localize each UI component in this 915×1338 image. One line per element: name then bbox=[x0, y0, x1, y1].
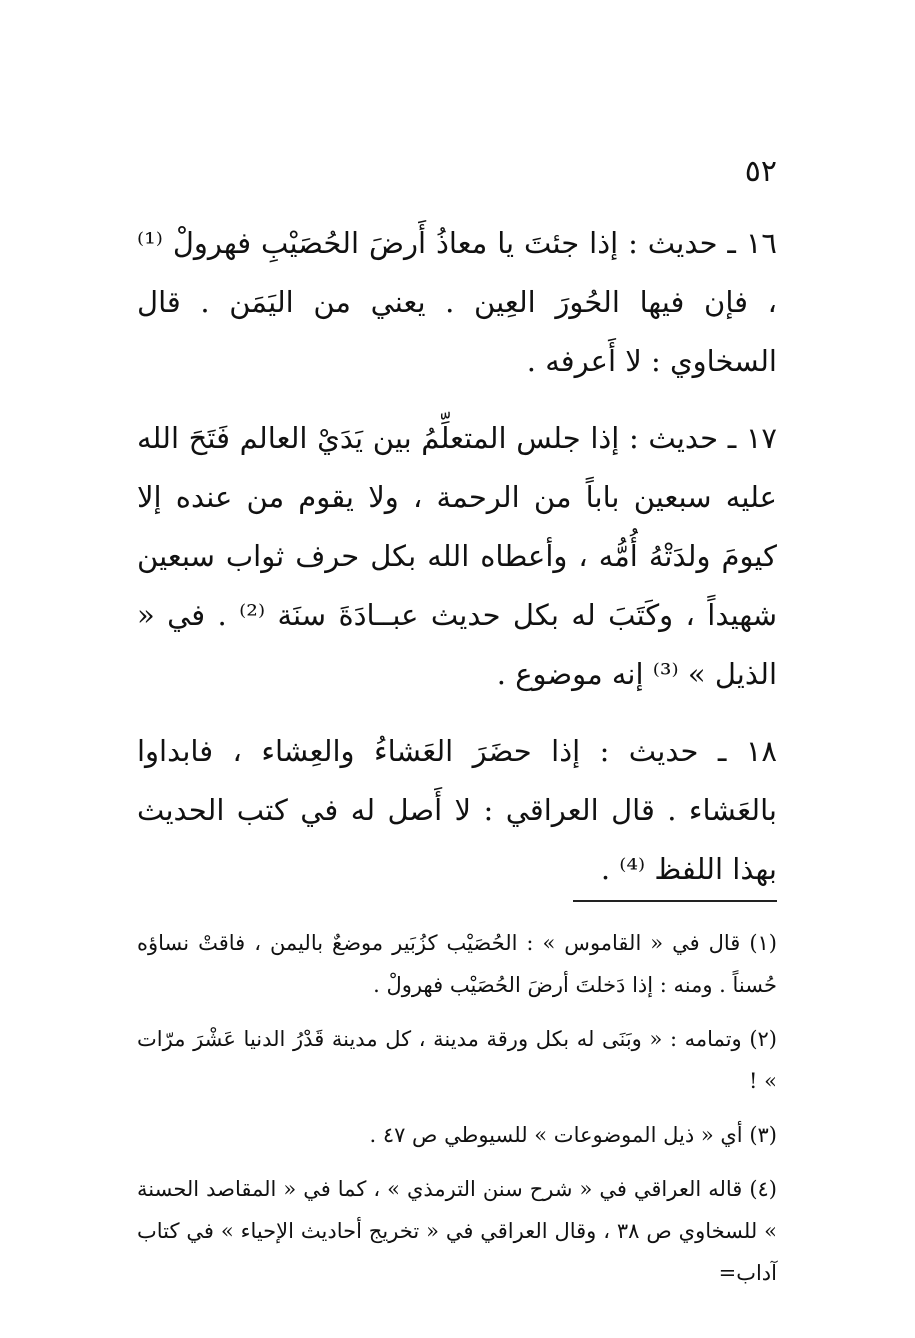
hadith-entries bbox=[137, 214, 777, 917]
hadith-entry-17: ١٧ ـ حديث : إذا جلس المتعلِّمُ بين يَدَيْ العالم فَتَحَ الله عليه سبعين باباً من الرحمة ، ولا يقوم من عنده إلا كيومَ ولدَتْهُ أُمُّه ، وأعطاه الله بكل حرف ثواب سبعين شهيداً ، وكَتَبَ له بكل حديث عبــادَةَ سنَة ⁽²⁾ . في « الذيل » ⁽³⁾ إنه موضوع . bbox=[137, 421, 777, 691]
footnote-separator bbox=[573, 900, 777, 902]
hadith-entry-18: ١٨ ـ حديث : إذا حضَرَ العَشاءُ والعِشاء ، فابداوا بالعَشاء . قال العراقي : لا أَصل له في كتب الحديث بهذا اللفظ ⁽⁴⁾ . bbox=[137, 734, 777, 886]
footnotes bbox=[137, 922, 777, 1306]
page-number: ٥٢ bbox=[744, 154, 777, 189]
footnote-1: (١) قال في « القاموس » : الحُصَيْب كزُبَير موضعٌ باليمن ، فاقتْ نساؤه حُسناً . ومنه : إذا دَخلتَ أرضَ الحُصَيْب فهرولْ . bbox=[137, 931, 777, 997]
footnote-4: (٤) قاله العراقي في « شرح سنن الترمذي » ، كما في « المقاصد الحسنة » للسخاوي ص ٣٨ ، وقال العراقي في « تخريج أحاديث الإحياء » في كتاب آداب= bbox=[137, 1177, 777, 1285]
footnote-3: (٣) أي « ذيل الموضوعات » للسيوطي ص ٤٧ . bbox=[369, 1123, 777, 1147]
hadith-entry-16: ١٦ ـ حديث : إذا جئتَ يا معاذُ أَرضَ الحُصَيْبِ فهرولْ ⁽¹⁾ ، فإن فيها الحُورَ العِين . يعني من اليَمَن . قال السخاوي : لا أَعرفه . bbox=[137, 226, 777, 378]
footnote-2: (٢) وتمامه : « وبَنَى له بكل ورقة مدينة ، كل مدينة قَدْرُ الدنيا عَشْرَ مرّات » ! bbox=[137, 1027, 777, 1093]
